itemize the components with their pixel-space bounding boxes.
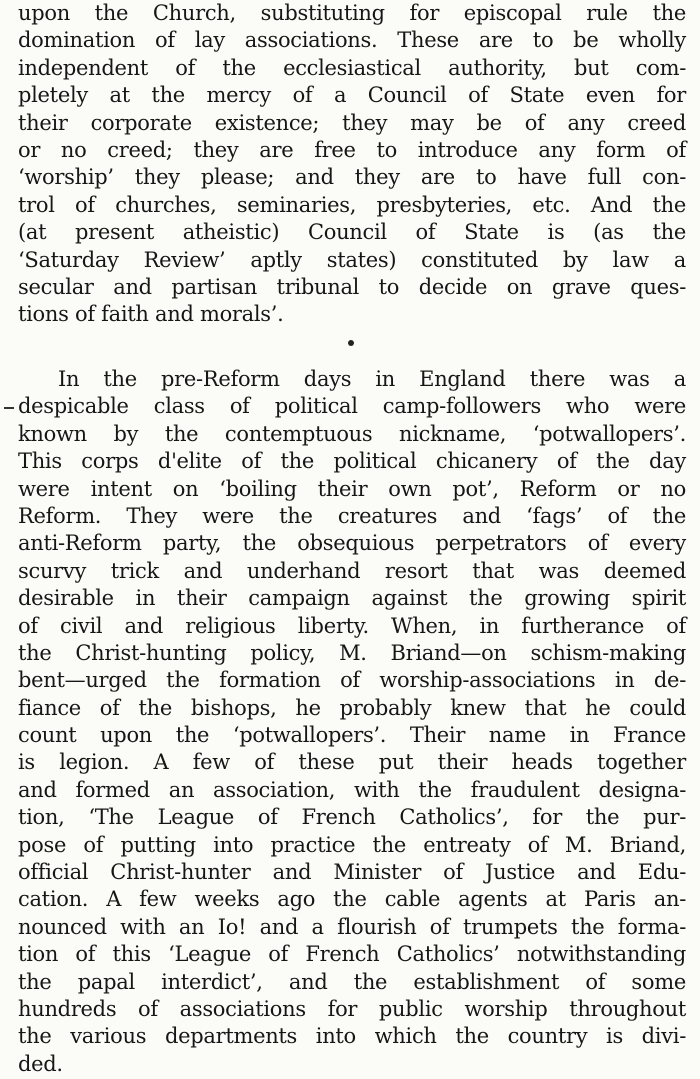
text-line: upon the Church, substituting for episcopal rule the [18, 1, 686, 25]
text-line: anti-Reform party, the obsequious perpetrators of every [18, 531, 686, 556]
text-line: tion, ‘The League of French Catholics’, for the pur- [18, 805, 686, 830]
text-line: ‘worship’ they please; and they are to have full con- [18, 165, 686, 190]
text-line: ded. [18, 1051, 63, 1076]
text-line: bent—urged the formation of worship-associations in de- [18, 668, 686, 693]
text-line: the papal interdict’, and the establishment of some [18, 969, 686, 994]
text-line: nounced with an Io! and a flourish of trumpets the forma- [18, 914, 686, 939]
paragraph-2 [18, 366, 686, 1078]
text-line: is legion. A few of these put their heads together [18, 750, 686, 775]
text-line: ‘Saturday Review’ aptly states) constituted by law a [18, 247, 686, 272]
text-line: and formed an association, with the fraudulent designa- [18, 777, 686, 802]
text-line: official Christ-hunter and Minister of Justice and Edu- [18, 860, 686, 885]
text-line: or no creed; they are free to introduce any form of [18, 137, 686, 162]
text-line: of civil and religious liberty. When, in furtherance of [18, 613, 686, 638]
text-line: fiance of the bishops, he probably knew that he could [18, 695, 686, 720]
text-line: trol of churches, seminaries, presbyteries, etc. And the [18, 192, 686, 217]
text-line: independent of the ecclesiastical authority, but com- [18, 55, 686, 80]
text-line: despicable class of political camp-followers who were [18, 394, 686, 419]
text-line: This corps d'elite of the political chicanery of the day [18, 449, 686, 474]
text-line: were intent on ‘boiling their own pot’, Reform or no [18, 476, 686, 501]
text-line: tion of this ‘League of French Catholics’ notwithstanding [18, 942, 686, 967]
text-line: secular and partisan tribunal to decide on grave ques- [18, 274, 686, 299]
text-line: count upon the ‘potwallopers’. Their name in France [18, 723, 686, 748]
text-line: pose of putting into practice the entreaty of M. Briand, [18, 832, 686, 857]
text-line: hundreds of associations for public worship throughout [18, 996, 686, 1021]
text-line: their corporate existence; they may be of any creed [18, 110, 686, 135]
text-line: tions of faith and morals’. [18, 302, 284, 327]
text-line: the various departments into which the country is divi- [18, 1024, 686, 1049]
paragraph-1 [18, 0, 686, 329]
text-line: known by the contemptuous nickname, ‘potwallopers’. [18, 421, 686, 446]
text-line: desirable in their campaign against the growing spirit [18, 586, 686, 611]
margin-mark [4, 407, 14, 409]
text-line: domination of lay associations. These are to be wholly [18, 28, 686, 53]
text-line: cation. A few weeks ago the cable agents at Paris an- [18, 887, 686, 912]
text-line: Reform. They were the creatures and ‘fags’ of the [18, 503, 686, 528]
text-line: scurvy trick and underhand resort that was deemed [18, 558, 686, 583]
text-line: the Christ-hunting policy, M. Briand—on schism-making [18, 640, 686, 665]
text-line: In the pre-Reform days in England there was a [58, 367, 686, 391]
ink-dot [348, 340, 354, 346]
text-line: (at present atheistic) Council of State is (as the [18, 220, 686, 245]
text-line: pletely at the mercy of a Council of State even for [18, 83, 686, 108]
